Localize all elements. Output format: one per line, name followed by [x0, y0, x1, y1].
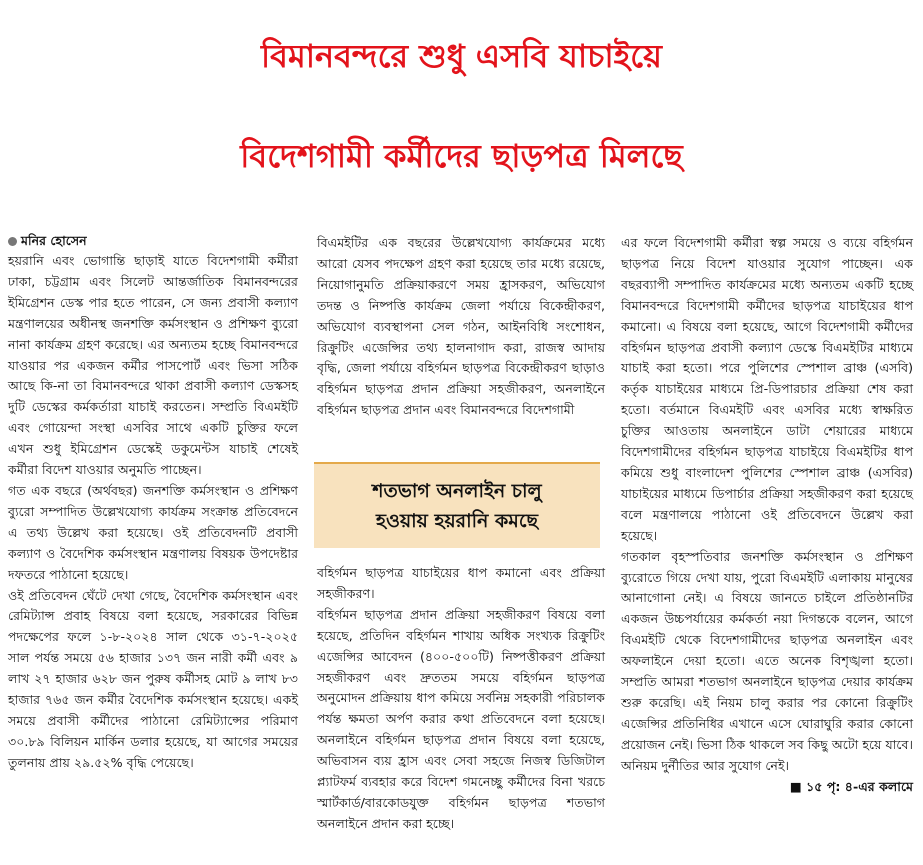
paragraph: হয়রানি এবং ভোগান্তি ছাড়াই যাতে বিদেশগামী কর্মীরা ঢাকা, চট্টগ্রাম এবং সিলেট আন্তর্জাতিক বিমানবন্দরের ইমিগ্রেশন ডেস্ক পার হতে পারেন, সে জন্য প্রবাসী কল্যাণ মন্ত্রণালয়ের অধীনস্থ জনশক্তি কর্মসংস্থান ও প্রশিক্ষণ ব্যুরো নানা কার্যক্রম গ্রহণ করেছে। এর অন্যতম হচ্ছে বিমানবন্দরে যাওয়ার পর একজন কর্মীর পাসপোর্ট এবং ভিসা সঠিক আছে কি-না তা বিমানবন্দরে থাকা প্রবাসী কল্যাণ ডেস্কসহ দুটি ডেস্কের কর্মকর্তারা যাচাই করতেন। সম্প্রতি বিএমইটি এবং গোয়েন্দা সংস্থা এসবির সাথে একটি চুক্তির ফলে এখন শুধু ইমিগ্রেশন ডেস্কেই ডকুমেন্টস যাচাই শেষেই কর্মীরা বিদেশ যাওয়ার অনুমতি পাচ্ছেন।: [8, 253, 298, 478]
paragraph: বহির্গমন ছাড়পত্র যাচাইয়ের ধাপ কমানো এবং প্রক্রিয়া সহজীকরণ।: [317, 565, 605, 601]
paragraph: গতকাল বৃহস্পতিবার জনশক্তি কর্মসংস্থান ও প্রশিক্ষণ ব্যুরোতে গিয়ে দেখা যায়, পুরো বিএমইটি এলাকায় মানুষের আনাগোনা নেই। এ বিষয়ে জানতে চাইলে প্রতিষ্ঠানটির একজন উচ্চপর্যায়ের কর্মকর্তা নয়া দিগন্তকে বলেন, আগে বিএমইটি থেকে বিদেশগামীদের ছাড়পত্র অনলাইন এবং অফলাইনে দেয়া হতো। এতে অনেক বিশৃঙ্খলা হতো। সম্প্রতি আমরা শতভাগ অনলাইনে ছাড়পত্র দেয়ার কার্যক্রম শুরু করেছি। এই নিয়ম চালু করার পর কোনো রিক্রুটিং এজেন্সির প্রতিনিধির এখানে এসে ঘোরাঘুরি করার কোনো প্রয়োজন নেই। ভিসা ঠিক থাকলে সব কিছু অটো হয়ে যাবে। অনিয়ম দুর্নীতির আর সুযোগ নেই।: [621, 548, 913, 773]
article-column-1: [8, 231, 298, 774]
paragraph: বিএমইটির এক বছরের উল্লেখযোগ্য কার্যক্রমের মধ্যে আরো যেসব পদক্ষেপ গ্রহণ করা হয়েছে তার মধ্যে রয়েছে, নিয়োগানুমতি প্রক্রিয়াকরণে সময় হ্রাসকরণ, অভিযোগ তদন্ত ও নিষ্পত্তি কার্যক্রম জেলা পর্যায়ে বিকেন্দ্রীকরণ, অভিযোগ ব্যবস্থাপনা সেল গঠন, আইনবিধি সংশোধন, রিক্রুটিং এজেন্সির তথ্য হালনাগাদ করা, রাজস্ব আদায় বৃদ্ধি, জেলা পর্যায়ে বহির্গমন ছাড়পত্র বিকেন্দ্রীকরণ ছাড়াও বহির্গমন ছাড়পত্র প্রদান প্রক্রিয়া সহজীকরণ, অনলাইনে বহির্গমন ছাড়পত্র প্রদান এবং বিমানবন্দরে বিদেশগামী: [317, 235, 605, 418]
continuation-marker-icon: ■: [789, 778, 807, 794]
article-column-3: [621, 233, 913, 797]
headline-line-2: বিদেশগামী কর্মীদের ছাড়পত্র মিলছে: [240, 137, 683, 175]
continuation-text: ১৫ পৃ: ৪-এর কলামে: [806, 778, 913, 794]
paragraph: এর ফলে বিদেশগামী কর্মীরা স্বল্প সময়ে ও ব্যয়ে বহির্গমন ছাড়পত্র নিয়ে বিদেশ যাওয়ার সুযোগ পাচ্ছেন। এক বছরব্যাপী সম্পাদিত কার্যক্রমের মধ্যে অন্যতম একটি হচ্ছে বিমানবন্দরে বিদেশগামী কর্মীদের ছাড়পত্র যাচাইয়ের ধাপ কমানো। এ বিষয়ে বলা হয়েছে, আগে বিদেশগামী কর্মীদের বহির্গমন ছাড়পত্র প্রবাসী কল্যাণ ডেস্কে বিএমইটির মাধ্যমে যাচাই করা হতো। পরে পুলিশের স্পেশাল ব্রাঞ্চ (এসবি) কর্তৃক যাচাইয়ের মাধ্যমে প্রি-ডিপারচার প্রক্রিয়া শেষ করা হতো। বর্তমানে বিএমইটি এবং এসবির মধ্যে স্বাক্ষরিত চুক্তির আওতায় অনলাইনে ডাটা শেয়ারের মাধ্যমে বিদেশগামীদের বহির্গমন ছাড়পত্র যাচাইয়ে বিএমইটির ধাপ কমিয়ে শুধু বাংলাদেশ পুলিশের স্পেশাল ব্রাঞ্চ (এসবির) যাচাইয়ের মাধ্যমে ডিপার্চার প্রক্রিয়া সহজীকরণ করা হয়েছে বলে মন্ত্রণালয়ে পাঠানো ওই প্রতিবেদনে উল্লেখ করা হয়েছে।: [621, 235, 913, 543]
pull-quote-line-1: শতভাগ অনলাইন চালু: [372, 480, 542, 502]
paragraph: গত এক বছরে (অর্থবছর) জনশক্তি কর্মসংস্থান ও প্রশিক্ষণ ব্যুরো সম্পাদিত উল্লেখযোগ্য কার্যক্রম সংক্রান্ত প্রতিবেদনে এ তথ্য উল্লেখ করা হয়েছে। ওই প্রতিবেদনটি প্রবাসী কল্যাণ ও বৈদেশিক কর্মসংস্থান মন্ত্রণালয় বিষয়ক উপদেষ্টার দফতরে পাঠানো হয়েছে।: [8, 482, 298, 582]
article-column-2-lower: [317, 563, 605, 835]
author-name: মনির হোসেন: [21, 233, 87, 248]
pull-quote-line-2: হওয়ায় হয়রানি কমছে: [376, 510, 538, 532]
continuation-note: [621, 777, 913, 798]
paragraph: বহির্গমন ছাড়পত্র প্রদান প্রক্রিয়া সহজীকরণ বিষয়ে বলা হয়েছে, প্রতিদিন বহির্গমন শাখায় অধিক সংখ্যক রিক্রুটিং এজেন্সির আবেদন (৪০০-৫০০টি) নিষ্পত্তীকরণ প্রক্রিয়া সহজীকরণ এবং দ্রুততম সময়ে বহির্গমন ছাড়পত্র অনুমোদন প্রক্রিয়ায় ধাপ কমিয়ে সর্বনিম্ন সহকারী পরিচালক পর্যন্ত ক্ষমতা অর্পণ করার কথা প্রতিবেদনে বলা হয়েছে। অনলাইনে বহির্গমন ছাড়পত্র প্রদান বিষয়ে বলা হয়েছে, অভিবাসন ব্যয় হ্রাস এবং সেবা সহজে নিজস্ব ডিজিটাল প্ল্যাটফর্ম ব্যবহার করে বিদেশ গমনেচ্ছু কর্মীদের বিনা খরচে স্মার্টকার্ড/বারকোডযুক্ত বহির্গমন ছাড়পত্র শতভাগ অনলাইনে প্রদান করা হচ্ছে।: [317, 606, 605, 831]
headline-line-1: বিমানবন্দরে শুধু এসবি যাচাইয়ে: [260, 37, 663, 75]
pull-quote: [314, 462, 600, 548]
byline: [8, 231, 298, 251]
bullet-icon: [8, 237, 17, 246]
paragraph: ওই প্রতিবেদন ঘেঁটে দেখা গেছে, বৈদেশিক কর্মসংস্থান এবং রেমিট্যান্স প্রবাহ বিষয়ে বলা হয়েছে, সরকারের বিভিন্ন পদক্ষেপের ফলে ১-৮-২০২৪ সাল থেকে ৩১-৭-২০২৫ সাল পর্যন্ত সময়ে ৫৬ হাজার ১৩৭ জন নারী কর্মী এবং ৯ লাখ ২৭ হাজার ৬২৮ জন পুরুষ কর্মীসহ মোট ৯ লাখ ৮৩ হাজার ৭৬৫ জন কর্মীর বৈদেশিক কর্মসংস্থান হয়েছে। একই সময়ে প্রবাসী কর্মীদের পাঠানো রেমিট্যান্সের পরিমাণ ৩০.৮৯ বিলিয়ন মার্কিন ডলার হয়েছে, যা আগের সময়ের তুলনায় প্রায় ২৯.৫২% বৃদ্ধি পেয়েছে।: [8, 587, 298, 770]
